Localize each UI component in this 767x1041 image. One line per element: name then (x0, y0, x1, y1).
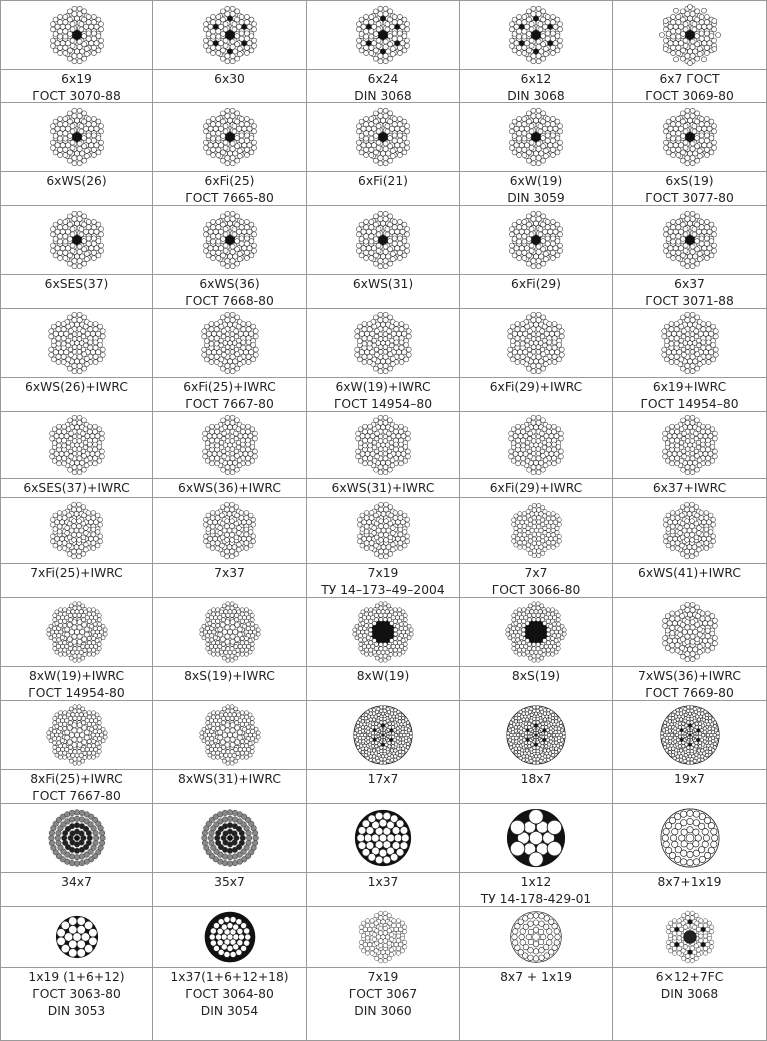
rope-caption (1, 478, 152, 497)
caption-line: DIN 3059 (507, 191, 565, 205)
rope-cell (307, 412, 460, 498)
rope-caption (307, 478, 459, 497)
rope-image (307, 103, 459, 171)
rope-cell (0, 907, 153, 1041)
rope-6xfi21-icon (352, 106, 414, 168)
rope-cell (153, 206, 307, 309)
rope-image (1, 1, 152, 69)
caption-line: ГОСТ 7667-80 (32, 789, 121, 803)
rope-8xws31-iwrc-icon (199, 704, 261, 766)
rope-image (1, 907, 152, 967)
rope-caption (1, 872, 152, 906)
rope-caption (153, 666, 306, 700)
rope-cell (613, 598, 767, 701)
rope-caption (460, 769, 612, 803)
rope-34x7-icon (46, 807, 108, 869)
rope-cell (0, 0, 153, 103)
rope-cell (153, 701, 307, 804)
rope-cell (307, 309, 460, 412)
rope-caption (153, 563, 306, 597)
rope-caption (307, 69, 459, 102)
rope-image (153, 907, 306, 967)
rope-1x37-icon (352, 807, 414, 869)
rope-1x37-layered-icon (203, 910, 257, 964)
caption-line: 6x7 ГОСТ (659, 72, 720, 86)
caption-line: ГОСТ 14954–80 (333, 397, 433, 411)
caption-line: 6xS(19) (665, 174, 714, 188)
rope-8xs19-icon (505, 601, 567, 663)
rope-6x19-icon (46, 4, 108, 66)
rope-caption (613, 274, 766, 308)
rope-cell (153, 103, 307, 206)
rope-1x19-icon (50, 910, 104, 964)
caption-line: 6x19 (61, 72, 92, 86)
rope-6xws41-iwrc-icon (660, 501, 719, 560)
rope-image (613, 103, 766, 171)
rope-cell (613, 103, 767, 206)
rope-caption (460, 274, 612, 308)
rope-image (613, 412, 766, 478)
rope-cell (460, 103, 613, 206)
rope-6xses37-iwrc-icon (47, 415, 107, 475)
rope-caption (1, 769, 152, 803)
caption-line: 1x19 (1+6+12) (28, 970, 125, 984)
rope-image (613, 498, 766, 563)
rope-image (613, 804, 766, 872)
caption-line: 8xS(19) (511, 669, 561, 683)
caption-line: 6xWS(36)+IWRC (178, 481, 281, 495)
rope-19x7-icon (659, 704, 721, 766)
rope-cell (613, 498, 767, 598)
rope-cell (460, 598, 613, 701)
rope-6x7-icon (659, 4, 721, 66)
rope-image (613, 1, 766, 69)
rope-cell (307, 907, 460, 1041)
rope-caption (613, 967, 766, 1040)
rope-cell (613, 412, 767, 498)
rope-caption (1, 274, 152, 308)
rope-image (460, 804, 612, 872)
rope-image (1, 206, 152, 274)
rope-6x12-7fc-icon (663, 910, 717, 964)
caption-line: DIN 3060 (354, 1004, 412, 1018)
rope-caption (613, 666, 766, 700)
caption-line: 19x7 (674, 772, 705, 786)
rope-image (307, 907, 459, 967)
rope-7x19-din-icon (356, 910, 410, 964)
rope-image (613, 907, 766, 967)
caption-line: ГОСТ 3069-80 (645, 89, 734, 103)
rope-caption (460, 666, 612, 700)
rope-caption (1, 666, 152, 700)
caption-line: 1x37(1+6+12+18) (170, 970, 289, 984)
rope-6xs19-icon (659, 106, 721, 168)
rope-image (153, 804, 306, 872)
rope-image (307, 309, 459, 377)
rope-cell (0, 701, 153, 804)
rope-caption (460, 563, 612, 597)
rope-caption (307, 171, 459, 205)
caption-line: ГОСТ 3077-80 (645, 191, 734, 205)
rope-image (153, 701, 306, 769)
rope-cell (307, 804, 460, 907)
rope-cell (460, 309, 613, 412)
rope-image (1, 701, 152, 769)
rope-6xws26-icon (46, 106, 108, 168)
rope-7xfi25-iwrc-icon (47, 501, 106, 560)
caption-line: ГОСТ 3064-80 (185, 987, 274, 1001)
caption-line: ТУ 14-178-429-01 (480, 892, 592, 906)
rope-6xw19-iwrc-icon (352, 312, 414, 374)
rope-cell (613, 907, 767, 1041)
rope-image (613, 701, 766, 769)
caption-line: 6xWS(26)+IWRC (25, 380, 128, 394)
rope-6xfi29-icon (505, 209, 567, 271)
rope-caption (153, 967, 306, 1040)
rope-cell (460, 701, 613, 804)
rope-17x7-icon (352, 704, 414, 766)
rope-cell (153, 907, 307, 1041)
rope-6xws36-iwrc-icon (200, 415, 260, 475)
rope-caption (1, 69, 152, 102)
caption-line: ГОСТ 14954–80 (640, 397, 739, 411)
caption-line: 6xWS(31)+IWRC (331, 481, 435, 495)
rope-image (307, 412, 459, 478)
rope-6x30-icon (199, 4, 261, 66)
rope-cell (0, 206, 153, 309)
rope-cell (613, 0, 767, 103)
caption-line: 7x19 (367, 970, 399, 984)
rope-image (153, 412, 306, 478)
rope-cell (153, 598, 307, 701)
rope-caption (153, 478, 306, 497)
caption-line: 7x37 (214, 566, 245, 580)
rope-cell (460, 804, 613, 907)
rope-image (460, 701, 612, 769)
caption-line: 8xW(19) (356, 669, 410, 683)
caption-line: 6x37+IWRC (652, 481, 727, 495)
rope-image (153, 206, 306, 274)
rope-6xfi29-iwrc-2-icon (506, 415, 566, 475)
caption-line: 6x12 (520, 72, 552, 86)
caption-line: DIN 3054 (200, 1004, 259, 1018)
rope-caption (307, 769, 459, 803)
caption-line: ГОСТ 3066-80 (491, 583, 581, 597)
rope-caption (307, 666, 459, 700)
rope-6x37-iwrc-icon (660, 415, 720, 475)
rope-6x37-icon (659, 209, 721, 271)
caption-line: 6xW(19) (509, 174, 563, 188)
rope-caption (307, 872, 459, 906)
rope-caption (613, 563, 766, 597)
rope-cell (613, 701, 767, 804)
rope-6xws36-icon (199, 209, 261, 271)
caption-line: ГОСТ 7665-80 (185, 191, 274, 205)
rope-image (460, 598, 612, 666)
caption-line: 6×12+7FC (655, 970, 724, 984)
rope-image (1, 598, 152, 666)
caption-line: 6xW(19)+IWRC (335, 380, 431, 394)
rope-cell (307, 498, 460, 598)
rope-cell (0, 309, 153, 412)
rope-6xfi25-iwrc-icon (199, 312, 261, 374)
rope-caption (307, 377, 459, 411)
rope-cell (460, 206, 613, 309)
caption-line: 6xFi(29)+IWRC (489, 380, 583, 394)
caption-line: 6xFi(21) (358, 174, 408, 188)
rope-image (460, 907, 612, 967)
rope-caption (613, 478, 766, 497)
caption-line: 1x12 (520, 875, 552, 889)
rope-cell (307, 206, 460, 309)
caption-line: DIN 3053 (47, 1004, 106, 1018)
rope-cell (460, 0, 613, 103)
rope-image (307, 804, 459, 872)
rope-caption (1, 563, 152, 597)
rope-cell (0, 804, 153, 907)
caption-line: 6x30 (214, 72, 245, 86)
rope-cell (613, 206, 767, 309)
rope-1x12-icon (505, 807, 567, 869)
rope-8xw19-icon (352, 601, 414, 663)
rope-image (613, 206, 766, 274)
rope-6xw19-icon (505, 106, 567, 168)
rope-caption (613, 377, 766, 411)
caption-line: 17x7 (367, 772, 399, 786)
rope-cell (153, 0, 307, 103)
rope-cell (613, 309, 767, 412)
rope-cell (153, 804, 307, 907)
rope-image (460, 206, 612, 274)
rope-cell (307, 103, 460, 206)
caption-line: 6xFi(25) (204, 174, 255, 188)
rope-image (153, 598, 306, 666)
caption-line: DIN 3068 (507, 89, 565, 103)
rope-cell (307, 0, 460, 103)
caption-line: 8x7+1x19 (657, 875, 722, 889)
caption-line: 8xFi(25)+IWRC (30, 772, 123, 786)
rope-8xfi25-iwrc-icon (46, 704, 108, 766)
rope-image (1, 412, 152, 478)
rope-6xws26-iwrc-icon (46, 312, 108, 374)
rope-image (153, 309, 306, 377)
rope-6xses37-icon (46, 209, 108, 271)
rope-6x24-icon (352, 4, 414, 66)
rope-caption (153, 377, 306, 411)
rope-6x19-iwrc-icon (659, 312, 721, 374)
rope-image (1, 498, 152, 563)
caption-line: 6xFi(29) (511, 277, 561, 291)
rope-caption (1, 967, 152, 1040)
rope-image (460, 309, 612, 377)
rope-8x7-plus-1x19-icon (509, 910, 563, 964)
caption-line: 18x7 (520, 772, 552, 786)
rope-image (460, 412, 612, 478)
rope-caption (153, 171, 306, 205)
caption-line: ГОСТ 3067 (348, 987, 418, 1001)
rope-image (1, 103, 152, 171)
rope-cell (460, 907, 613, 1041)
rope-image (613, 598, 766, 666)
caption-line: ГОСТ 7667-80 (185, 397, 274, 411)
rope-caption (613, 69, 766, 102)
rope-caption (153, 769, 306, 803)
rope-7x37-icon (200, 501, 259, 560)
rope-caption (613, 769, 766, 803)
caption-line: 7xFi(25)+IWRC (30, 566, 123, 580)
caption-line: 6xSES(37) (44, 277, 109, 291)
rope-cell (0, 103, 153, 206)
caption-line: ГОСТ 3070-88 (32, 89, 121, 103)
rope-image (307, 498, 459, 563)
rope-image (307, 598, 459, 666)
caption-line: ТУ 14–173–49–2004 (321, 583, 445, 597)
caption-line: 35x7 (214, 875, 245, 889)
caption-line: 7xWS(36)+IWRC (638, 669, 741, 683)
caption-line: ГОСТ 14954-80 (28, 686, 125, 700)
rope-7x19-icon (354, 501, 413, 560)
rope-cell (460, 498, 613, 598)
rope-image (460, 1, 612, 69)
rope-caption (307, 563, 459, 597)
caption-line: 8xS(19)+IWRC (184, 669, 275, 683)
rope-cell (153, 309, 307, 412)
caption-line: DIN 3068 (354, 89, 412, 103)
rope-6xws31-iwrc-icon (353, 415, 413, 475)
rope-image (1, 804, 152, 872)
caption-line: 6x37 (674, 277, 705, 291)
rope-cell (307, 598, 460, 701)
rope-cell (0, 598, 153, 701)
rope-cell (0, 412, 153, 498)
rope-cell (613, 804, 767, 907)
caption-line: ГОСТ 7668-80 (185, 294, 274, 308)
caption-line: 34x7 (61, 875, 92, 889)
rope-caption (460, 171, 612, 205)
caption-line: 6xFi(29)+IWRC (489, 481, 583, 495)
rope-8xw19-iwrc-icon (46, 601, 108, 663)
caption-line: 8xWS(31)+IWRC (178, 772, 281, 786)
rope-cell (153, 498, 307, 598)
rope-caption (307, 274, 459, 308)
rope-caption (153, 274, 306, 308)
caption-line: 6xSES(37)+IWRC (23, 481, 130, 495)
caption-line: 6xWS(31) (352, 277, 414, 291)
rope-image (460, 103, 612, 171)
rope-cell (153, 412, 307, 498)
caption-line: ГОСТ 3071-88 (645, 294, 734, 308)
caption-line: ГОСТ 7669-80 (645, 686, 734, 700)
rope-6xfi29-iwrc-icon (505, 312, 567, 374)
rope-caption (460, 478, 612, 497)
caption-line: 6xWS(36) (199, 277, 260, 291)
rope-6xfi25-icon (199, 106, 261, 168)
rope-cell (460, 412, 613, 498)
rope-6xws31-icon (352, 209, 414, 271)
rope-18x7-icon (505, 704, 567, 766)
rope-caption (613, 171, 766, 205)
rope-image (460, 498, 612, 563)
rope-8x7-1x19-icon (659, 807, 721, 869)
rope-35x7-icon (199, 807, 261, 869)
rope-7x7-icon (507, 501, 566, 560)
caption-line: 8xW(19)+IWRC (28, 669, 125, 683)
rope-caption (153, 872, 306, 906)
rope-image (307, 1, 459, 69)
rope-6x12-icon (505, 4, 567, 66)
caption-line: 6xWS(26) (46, 174, 107, 188)
rope-image (307, 206, 459, 274)
caption-line: 7x19 (367, 566, 399, 580)
rope-caption (307, 967, 459, 1040)
rope-image (613, 309, 766, 377)
caption-line: 1x37 (367, 875, 399, 889)
caption-line: 6x24 (367, 72, 399, 86)
caption-line: 7x7 (524, 566, 548, 580)
caption-line: 8x7 + 1x19 (500, 970, 572, 984)
rope-caption (460, 377, 612, 411)
rope-cell (307, 701, 460, 804)
caption-line: DIN 3068 (660, 987, 719, 1001)
rope-8xs19-iwrc-icon (199, 601, 261, 663)
caption-line: 6xWS(41)+IWRC (638, 566, 741, 580)
rope-image (153, 103, 306, 171)
rope-cell (0, 498, 153, 598)
rope-caption (460, 69, 612, 102)
rope-caption (460, 967, 612, 1040)
caption-line: 6xFi(25)+IWRC (183, 380, 276, 394)
rope-image (1, 309, 152, 377)
rope-caption (460, 872, 612, 906)
rope-7xws36-iwrc-icon (659, 601, 721, 663)
caption-line: 6x19+IWRC (652, 380, 727, 394)
rope-image (153, 498, 306, 563)
rope-caption (153, 69, 306, 102)
rope-caption (1, 171, 152, 205)
rope-image (307, 701, 459, 769)
rope-image (153, 1, 306, 69)
caption-line: ГОСТ 3063-80 (32, 987, 121, 1001)
rope-caption (1, 377, 152, 411)
rope-caption (613, 872, 766, 906)
